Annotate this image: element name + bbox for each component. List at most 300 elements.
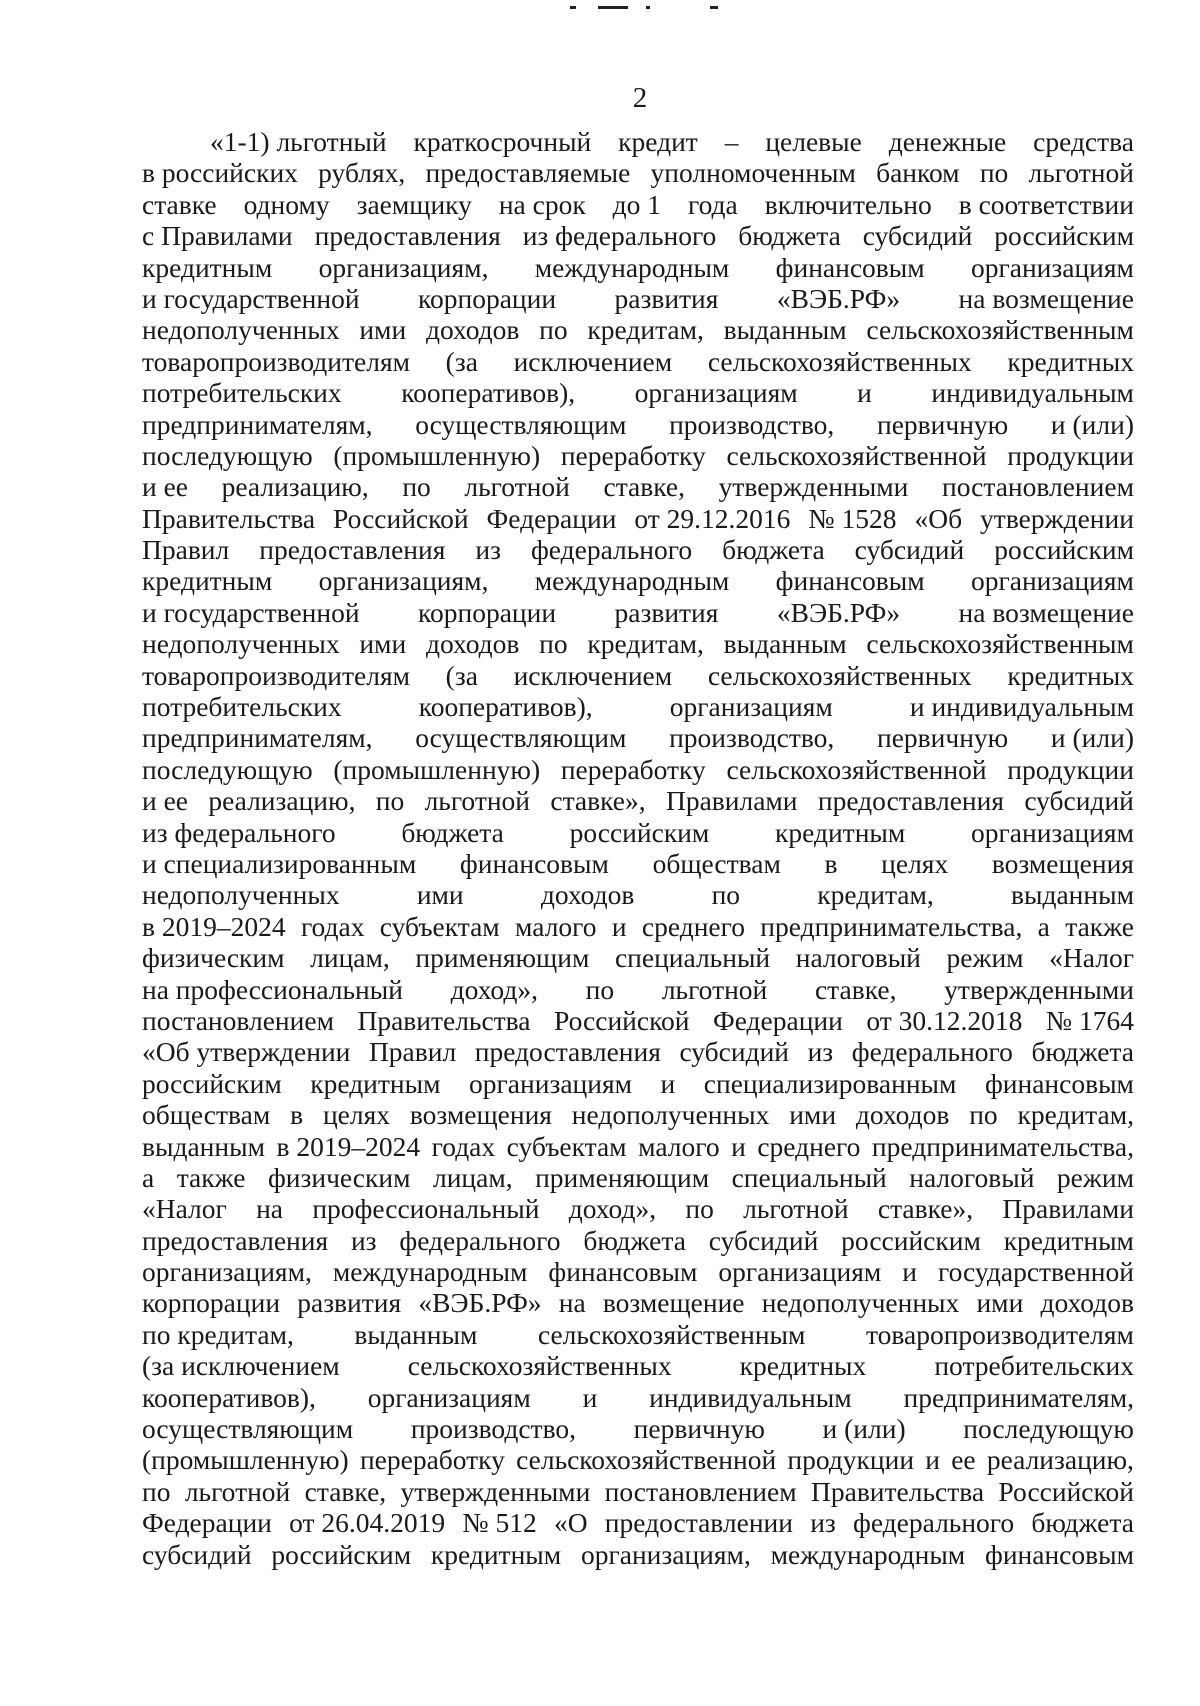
- word: Правилами: [665, 785, 798, 817]
- word: в: [290, 1099, 304, 1131]
- word: и: [731, 1130, 746, 1162]
- text-line: [142, 314, 1134, 345]
- text-line: [142, 1539, 1134, 1570]
- word: и: [902, 1256, 918, 1288]
- word: финансовым: [775, 251, 925, 283]
- word: и государственной: [142, 282, 360, 314]
- word: субъектам: [506, 1130, 627, 1162]
- word: физическим: [267, 1161, 411, 1193]
- text-line: [142, 1507, 1134, 1538]
- word: на профессиональный: [142, 973, 403, 1005]
- word: ставке»,: [550, 785, 646, 817]
- word: предоставляемые: [425, 157, 631, 189]
- word: сельскохозяйственной: [726, 753, 987, 785]
- word: банком: [876, 157, 960, 189]
- word: корпорации: [418, 596, 557, 628]
- word: организациям: [718, 1256, 882, 1288]
- word: кредитным: [310, 1067, 441, 1099]
- word: недополученных: [142, 314, 340, 346]
- word: на возмещение: [958, 282, 1134, 314]
- word: Правилами: [1002, 1193, 1134, 1225]
- word: профессиональный: [312, 1193, 540, 1225]
- word: международным: [332, 1256, 528, 1288]
- word: предоставления: [817, 785, 1004, 817]
- word: корпорации: [418, 282, 557, 314]
- word: ими: [359, 628, 407, 660]
- word: и (или): [1050, 722, 1134, 754]
- word: на возмещение: [958, 596, 1134, 628]
- word: и специализированным: [142, 847, 417, 879]
- word: кредитным: [142, 565, 273, 597]
- word: сельскохозяйственным: [866, 628, 1134, 660]
- word: товаропроизводителям: [142, 345, 410, 377]
- word: сельскохозяйственной: [726, 439, 987, 471]
- word: международным: [534, 565, 730, 597]
- text-line: [142, 346, 1134, 377]
- word: льготной: [661, 973, 768, 1005]
- word: кредитным: [142, 251, 273, 283]
- word: и: [660, 1067, 676, 1099]
- word: федерального: [399, 1224, 561, 1256]
- word: предоставления: [259, 534, 446, 566]
- word: денежные: [888, 126, 1007, 157]
- word: организациям: [970, 251, 1134, 283]
- word: доходов: [540, 879, 635, 911]
- word: Правительства: [142, 502, 316, 534]
- word: по: [402, 471, 431, 503]
- word: кредитных: [739, 1350, 867, 1382]
- word: и: [857, 377, 872, 409]
- word: утвержденными: [718, 471, 909, 503]
- word: ставке,: [814, 973, 897, 1005]
- text-line: [142, 1036, 1134, 1067]
- word: ими: [976, 1287, 1024, 1319]
- word: «Об: [914, 502, 963, 534]
- word: возмещения: [409, 1099, 552, 1131]
- word: субсидий: [142, 1538, 252, 1570]
- word: утвержденными: [944, 973, 1134, 1005]
- word: кооперативов),: [401, 377, 576, 409]
- word: из федерального: [522, 220, 717, 252]
- text-line: [142, 189, 1134, 220]
- word: льготной: [424, 785, 531, 817]
- text-line: [142, 1005, 1134, 1036]
- word: российским: [994, 534, 1134, 566]
- word: потребительских: [934, 1350, 1134, 1382]
- word: режим: [946, 942, 1024, 974]
- word: переработку: [560, 753, 706, 785]
- text-line: [142, 597, 1134, 628]
- word: доход»,: [450, 973, 538, 1005]
- word: и (или): [822, 1413, 906, 1445]
- word: «Об утверждении: [142, 1036, 351, 1068]
- word: недополученных: [142, 879, 340, 911]
- word: Правил: [142, 534, 230, 566]
- word: и: [611, 910, 627, 942]
- word: возмещения: [991, 847, 1134, 879]
- word: организациям: [634, 377, 798, 409]
- word: Российской: [333, 502, 469, 534]
- word: в российских: [142, 157, 298, 189]
- word: также: [176, 1161, 246, 1193]
- word: по: [539, 314, 568, 346]
- text-line: [142, 1099, 1134, 1130]
- word: Российской: [998, 1475, 1134, 1507]
- text-line: [142, 1256, 1134, 1287]
- text-line: [142, 565, 1134, 596]
- text-line: [142, 1131, 1134, 1162]
- word: целевые: [765, 126, 862, 157]
- text-line: [142, 1476, 1134, 1507]
- word: финансовым: [775, 565, 925, 597]
- word: сельскохозяйственных: [707, 659, 972, 691]
- word: а: [1037, 910, 1050, 942]
- word: по: [142, 1475, 171, 1507]
- word: в 2019–2024: [142, 910, 286, 942]
- word: субсидий: [679, 1036, 790, 1068]
- word: федерального: [853, 1507, 1015, 1539]
- word: субсидий: [708, 1224, 819, 1256]
- word: с Правилами: [142, 220, 293, 252]
- word: осуществляющим: [142, 1413, 354, 1445]
- word: постановлением: [604, 1475, 797, 1507]
- word: по: [711, 879, 741, 911]
- word: организациям: [367, 1381, 531, 1413]
- word: «ВЭБ.РФ»: [418, 1287, 542, 1319]
- word: доходов: [425, 314, 520, 346]
- word: осуществляющим: [415, 722, 627, 754]
- word: «1-1) льготный: [210, 126, 387, 157]
- word: ставке,: [603, 471, 685, 503]
- word: от 29.12.2016: [634, 502, 791, 534]
- word: доходов: [1040, 1287, 1134, 1319]
- word: а: [142, 1161, 155, 1193]
- text-line: [142, 722, 1134, 753]
- text-line: [142, 911, 1134, 942]
- word: предпринимателям,: [142, 408, 373, 440]
- word: физическим: [142, 942, 285, 974]
- word: доход»,: [568, 1193, 657, 1225]
- word: выданным: [723, 628, 847, 660]
- word: ставке,: [304, 1475, 387, 1507]
- word: лицам,: [310, 942, 390, 974]
- text-line: [142, 1193, 1134, 1224]
- word: кредитам,: [817, 879, 934, 911]
- text-line: [142, 942, 1134, 973]
- word: по: [969, 1099, 998, 1131]
- word: продукции: [1007, 439, 1134, 471]
- text-line: [142, 440, 1134, 471]
- word: по: [979, 157, 1009, 189]
- word: последующую: [963, 1413, 1134, 1445]
- word: товаропроизводителям: [865, 1318, 1134, 1350]
- text-line: [142, 1287, 1134, 1318]
- word: льготной: [1028, 157, 1134, 189]
- word: обществам: [142, 1099, 271, 1131]
- word: целях: [881, 847, 949, 879]
- word: Российской: [553, 1004, 690, 1036]
- word: исключением: [513, 345, 673, 377]
- word: на: [256, 1193, 284, 1225]
- word: из: [807, 1036, 834, 1068]
- word: утверждении: [980, 502, 1134, 534]
- word: по кредитам,: [142, 1318, 294, 1350]
- text-line: [142, 785, 1134, 816]
- word: возмещение: [602, 1287, 745, 1319]
- word: товаропроизводителям: [142, 659, 410, 691]
- word: (промышленную): [142, 1444, 349, 1476]
- word: финансовым: [548, 1256, 698, 1288]
- word: осуществляющим: [415, 408, 627, 440]
- text-line: [142, 754, 1134, 785]
- word: обществам: [652, 847, 781, 879]
- text-line: [142, 974, 1134, 1005]
- word: международным: [770, 1538, 966, 1570]
- word: заемщику: [356, 188, 472, 220]
- word: субъектам: [379, 910, 500, 942]
- word: ставке: [142, 188, 217, 220]
- word: утвержденными: [400, 1475, 591, 1507]
- word: федерального: [851, 1036, 1013, 1068]
- word: из: [475, 534, 501, 566]
- word: по: [539, 628, 568, 660]
- word: первичную: [876, 722, 1009, 754]
- word: последующую: [142, 439, 313, 471]
- word: кредитным: [775, 816, 906, 848]
- word: кредит: [618, 126, 698, 157]
- word: субсидий: [862, 220, 973, 252]
- word: льготной: [464, 471, 570, 503]
- word: в 2019–2024: [276, 1130, 421, 1162]
- word: специальный: [614, 942, 771, 974]
- word: первичную: [876, 408, 1009, 440]
- word: государственной: [937, 1256, 1134, 1288]
- word: кредитам,: [587, 628, 704, 660]
- word: финансовым: [984, 1067, 1134, 1099]
- word: на: [558, 1287, 586, 1319]
- word: кредитам,: [587, 314, 704, 346]
- word: финансовым: [459, 847, 609, 879]
- word: целях: [322, 1099, 390, 1131]
- word: «ВЭБ.РФ»: [776, 282, 901, 314]
- word: бюджета: [722, 534, 825, 566]
- word: также: [1065, 910, 1134, 942]
- word: рублях,: [318, 157, 406, 189]
- word: и ее: [142, 785, 189, 817]
- word: международным: [534, 251, 730, 283]
- word: бюджета: [1031, 1507, 1134, 1539]
- word: организациям: [469, 1067, 633, 1099]
- word: применяющим: [415, 942, 590, 974]
- word: налоговый: [795, 942, 921, 974]
- document-body: [142, 126, 1134, 1570]
- word: кооперативов),: [418, 691, 593, 723]
- text-line: [142, 1225, 1134, 1256]
- word: реализацию,: [208, 785, 356, 817]
- word: недополученных: [142, 628, 340, 660]
- word: потребительских: [142, 691, 342, 723]
- word: одному: [243, 188, 330, 220]
- word: выданным: [1011, 879, 1134, 911]
- word: выданным: [723, 314, 847, 346]
- text-line: [142, 848, 1134, 879]
- word: на срок: [498, 188, 586, 220]
- word: предпринимательства,: [871, 1130, 1134, 1162]
- word: применяющим: [535, 1161, 710, 1193]
- text-line: [142, 1444, 1134, 1475]
- word: «ВЭБ.РФ»: [776, 596, 901, 628]
- word: организациям: [970, 565, 1134, 597]
- word: развития: [297, 1287, 402, 1319]
- word: финансовым: [985, 1538, 1134, 1570]
- word: постановлением: [142, 1004, 334, 1036]
- word: организациям,: [580, 1538, 751, 1570]
- text-line: [142, 1413, 1134, 1444]
- scan-artifact-marks: [560, 6, 740, 12]
- word: выданным: [354, 1318, 478, 1350]
- word: сельскохозяйственной: [516, 1444, 777, 1476]
- word: (за: [445, 345, 478, 377]
- word: «Налог: [142, 1193, 227, 1225]
- word: в соответствии: [958, 188, 1134, 220]
- word: Правительства: [357, 1004, 531, 1036]
- word: Правил: [368, 1036, 457, 1068]
- word: «Налог: [1049, 942, 1134, 974]
- word: предоставлении: [604, 1507, 793, 1539]
- word: (за: [445, 659, 478, 691]
- text-line: [142, 660, 1134, 691]
- page-number: 2: [632, 82, 648, 114]
- word: сельскохозяйственным: [537, 1318, 806, 1350]
- word: кредитным: [1003, 1224, 1134, 1256]
- text-line: [142, 220, 1134, 251]
- word: и индивидуальным: [909, 691, 1134, 723]
- word: субсидий: [854, 534, 965, 566]
- text-line: [142, 817, 1134, 848]
- word: от 30.12.2018: [866, 1004, 1023, 1036]
- word: развития: [614, 596, 719, 628]
- word: предпринимательства,: [760, 910, 1023, 942]
- word: Федерации: [142, 1507, 272, 1539]
- word: –: [724, 126, 739, 157]
- word: и: [582, 1381, 598, 1413]
- word: производство,: [669, 408, 835, 440]
- word: российским: [569, 816, 710, 848]
- word: по: [685, 1193, 714, 1225]
- word: бюджета: [401, 816, 504, 848]
- word: постановлением: [942, 471, 1134, 503]
- word: предпринимателям,: [903, 1381, 1134, 1413]
- word: льготной: [743, 1193, 849, 1225]
- word: из: [810, 1507, 836, 1539]
- text-line: [142, 534, 1134, 565]
- word: включительно: [764, 188, 932, 220]
- word: последующую: [142, 753, 313, 785]
- word: в: [824, 847, 838, 879]
- text-line: [142, 628, 1134, 659]
- word: исключением: [513, 659, 673, 691]
- word: и ее: [142, 471, 189, 503]
- word: ими: [416, 879, 464, 911]
- word: и (или): [1050, 408, 1134, 440]
- word: недополученных: [761, 1287, 960, 1319]
- word: кредитам,: [1017, 1099, 1134, 1131]
- word: предоставления: [314, 220, 501, 252]
- word: индивидуальным: [931, 377, 1134, 409]
- word: льготной: [184, 1475, 291, 1507]
- word: бюджета: [1031, 1036, 1134, 1068]
- word: организациям,: [142, 1256, 312, 1288]
- word: (за исключением: [142, 1350, 340, 1382]
- word: сельскохозяйственных: [707, 345, 972, 377]
- word: корпорации: [142, 1287, 281, 1319]
- word: налоговый: [909, 1161, 1035, 1193]
- word: (промышленную): [333, 753, 541, 785]
- word: потребительских: [142, 377, 342, 409]
- text-line: [142, 126, 1134, 157]
- word: по: [585, 973, 615, 1005]
- word: российским: [841, 1224, 981, 1256]
- text-line: [142, 157, 1134, 188]
- text-line: [142, 409, 1134, 440]
- text-line: [142, 471, 1134, 502]
- word: средства: [1033, 126, 1134, 157]
- word: предпринимателям,: [142, 722, 373, 754]
- word: доходов: [855, 1099, 950, 1131]
- word: российским: [142, 1067, 282, 1099]
- text-line: [142, 252, 1134, 283]
- word: развития: [614, 282, 719, 314]
- word: и: [925, 1444, 940, 1476]
- word: недополученных: [571, 1099, 770, 1131]
- word: кредитным: [430, 1538, 562, 1570]
- word: реализацию,: [986, 1444, 1134, 1476]
- text-line: [142, 1162, 1134, 1193]
- word: «О: [553, 1507, 588, 1539]
- text-line: [142, 503, 1134, 534]
- word: (промышленную): [333, 439, 541, 471]
- word: кооперативов),: [142, 1381, 316, 1413]
- word: кредитных: [1007, 659, 1134, 691]
- word: переработку: [359, 1444, 505, 1476]
- word: предоставления: [142, 1224, 329, 1256]
- word: сельскохозяйственных: [407, 1350, 672, 1382]
- word: организациям: [971, 816, 1134, 848]
- text-line: [142, 1319, 1134, 1350]
- text-line: [142, 377, 1134, 408]
- word: по: [375, 785, 405, 817]
- word: малого: [515, 910, 597, 942]
- word: ими: [789, 1099, 837, 1131]
- word: Федерации: [486, 502, 617, 534]
- text-line: [142, 691, 1134, 722]
- word: из: [350, 1224, 377, 1256]
- word: годах: [431, 1130, 496, 1162]
- word: года: [688, 188, 738, 220]
- word: организациям,: [318, 251, 489, 283]
- word: режим: [1056, 1161, 1134, 1193]
- word: из федерального: [142, 816, 336, 848]
- word: специализированным: [703, 1067, 957, 1099]
- word: федерального: [530, 534, 693, 566]
- text-line: [142, 879, 1134, 910]
- word: организациям: [669, 691, 833, 723]
- word: от 26.04.2019: [289, 1507, 446, 1539]
- word: ставке»,: [877, 1193, 974, 1225]
- word: доходов: [425, 628, 520, 660]
- word: выданным: [142, 1130, 265, 1162]
- word: № 1764: [1045, 1004, 1134, 1036]
